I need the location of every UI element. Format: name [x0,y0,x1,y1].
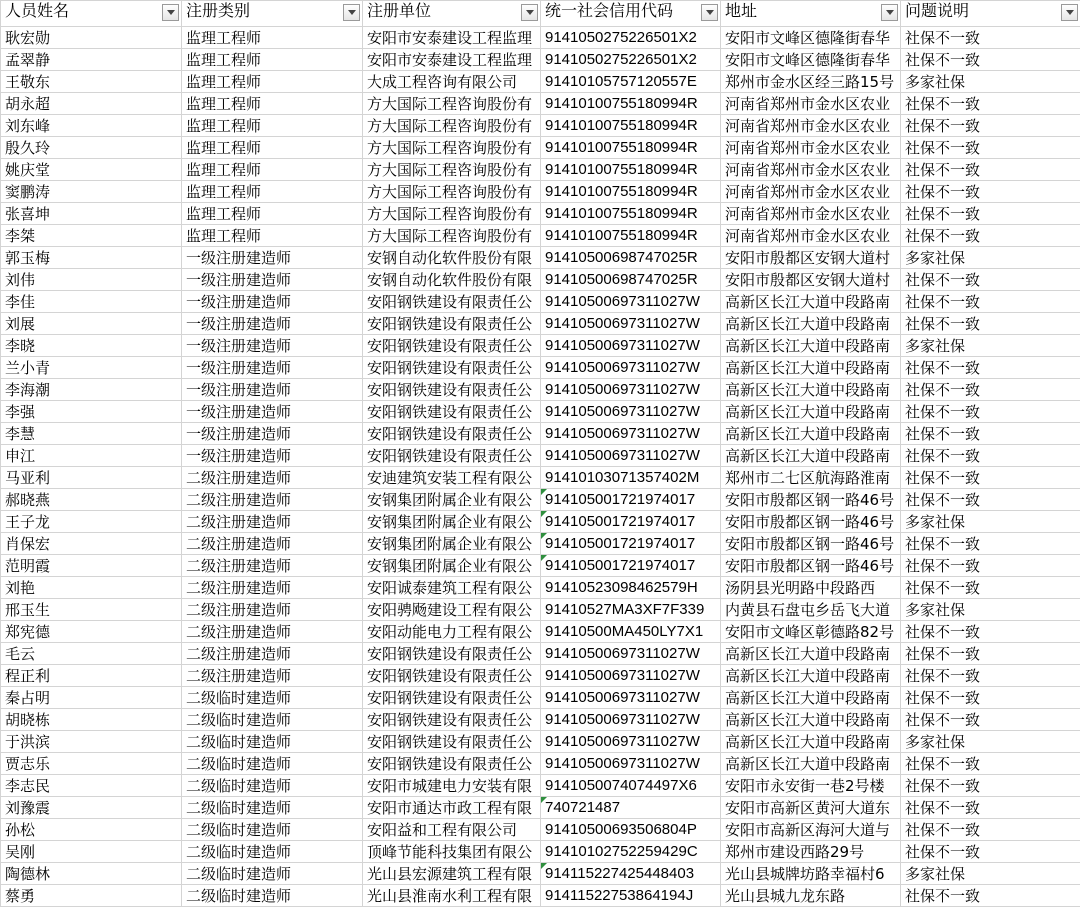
table-row [1,665,1080,687]
cell-name[interactable]: 郑宪德 [1,621,182,643]
cell-category[interactable]: 二级临时建造师 [182,709,363,731]
cell-issue[interactable]: 社保不一致 [901,49,1080,71]
cell-code[interactable]: 91410500697311027W [541,313,721,335]
cell-unit[interactable]: 方大国际工程咨询股份有 [363,225,541,247]
cell-category[interactable]: 一级注册建造师 [182,335,363,357]
table-row [1,291,1080,313]
cell-issue[interactable]: 社保不一致 [901,401,1080,423]
cell-address[interactable]: 高新区长江大道中段路南 [721,753,901,775]
cell-address[interactable]: 高新区长江大道中段路南 [721,291,901,313]
cell-issue[interactable]: 社保不一致 [901,357,1080,379]
cell-name[interactable]: 孟翠静 [1,49,182,71]
cell-unit[interactable]: 安阳钢铁建设有限责任公 [363,709,541,731]
table-row [1,841,1080,863]
filter-dropdown-icon[interactable] [1061,4,1078,21]
cell-address[interactable]: 高新区长江大道中段路南 [721,687,901,709]
cell-unit[interactable]: 安阳市通达市政工程有限 [363,797,541,819]
table-row [1,533,1080,555]
cell-name[interactable]: 姚庆堂 [1,159,182,181]
cell-name[interactable]: 秦占明 [1,687,182,709]
cell-code[interactable]: 91410500697311027W [541,731,721,753]
table-row [1,797,1080,819]
cell-code[interactable]: 914105001721974017 [541,511,721,533]
cell-category[interactable]: 一级注册建造师 [182,269,363,291]
cell-name[interactable]: 胡晓栋 [1,709,182,731]
cell-code[interactable]: 91410102752259429C [541,841,721,863]
cell-name[interactable]: 窦鹏涛 [1,181,182,203]
cell-name[interactable]: 李慧 [1,423,182,445]
cell-category[interactable]: 监理工程师 [182,115,363,137]
cell-category[interactable]: 监理工程师 [182,181,363,203]
cell-name[interactable]: 李佳 [1,291,182,313]
cell-category[interactable]: 二级临时建造师 [182,841,363,863]
cell-address[interactable]: 河南省郑州市金水区农业 [721,93,901,115]
cell-category[interactable]: 二级临时建造师 [182,819,363,841]
cell-address[interactable]: 安阳市文峰区德隆街春华 [721,27,901,49]
cell-address[interactable]: 高新区长江大道中段路南 [721,423,901,445]
cell-address[interactable]: 安阳市殷都区钢一路46号 [721,555,901,577]
cell-address[interactable]: 安阳市文峰区德隆街春华 [721,49,901,71]
cell-address[interactable]: 高新区长江大道中段路南 [721,401,901,423]
cell-name[interactable]: 程正利 [1,665,182,687]
cell-unit[interactable]: 安钢集团附属企业有限公 [363,533,541,555]
cell-address[interactable]: 高新区长江大道中段路南 [721,709,901,731]
table-row [1,49,1080,71]
table-row [1,819,1080,841]
header-row [1,1,1080,27]
cell-address[interactable]: 河南省郑州市金水区农业 [721,181,901,203]
cell-code[interactable]: 91410500697311027W [541,379,721,401]
cell-address[interactable]: 郑州市建设西路29号 [721,841,901,863]
cell-issue[interactable]: 多家社保 [901,247,1080,269]
table-row [1,181,1080,203]
cell-unit[interactable]: 安阳钢铁建设有限责任公 [363,753,541,775]
cell-category[interactable]: 监理工程师 [182,49,363,71]
cell-address[interactable]: 安阳市殷都区安钢大道村 [721,247,901,269]
cell-unit[interactable]: 方大国际工程咨询股份有 [363,137,541,159]
cell-unit[interactable]: 方大国际工程咨询股份有 [363,159,541,181]
cell-code[interactable]: 91410500MA450LY7X1 [541,621,721,643]
cell-category[interactable]: 二级注册建造师 [182,533,363,555]
cell-category[interactable]: 二级注册建造师 [182,555,363,577]
cell-code[interactable]: 91410105757120557E [541,71,721,93]
header-cell-unit[interactable]: 注册单位 [363,1,541,27]
cell-address[interactable]: 光山县城牌坊路幸福村6 [721,863,901,885]
cell-address[interactable]: 安阳市殷都区钢一路46号 [721,533,901,555]
cell-issue[interactable]: 社保不一致 [901,687,1080,709]
cell-category[interactable]: 二级注册建造师 [182,643,363,665]
cell-name[interactable]: 胡永超 [1,93,182,115]
cell-category[interactable]: 监理工程师 [182,203,363,225]
cell-issue[interactable]: 社保不一致 [901,753,1080,775]
cell-unit[interactable]: 光山县宏源建筑工程有限 [363,863,541,885]
cell-unit[interactable]: 安阳钢铁建设有限责任公 [363,687,541,709]
cell-address[interactable]: 高新区长江大道中段路南 [721,313,901,335]
cell-name[interactable]: 王敬东 [1,71,182,93]
cell-issue[interactable]: 社保不一致 [901,93,1080,115]
cell-category[interactable]: 二级临时建造师 [182,753,363,775]
cell-name[interactable]: 贾志乐 [1,753,182,775]
cell-issue[interactable]: 社保不一致 [901,489,1080,511]
cell-code[interactable]: 91410500697311027W [541,445,721,467]
cell-category[interactable]: 二级临时建造师 [182,797,363,819]
table-row [1,885,1080,907]
cell-unit[interactable]: 安阳市城建电力安装有限 [363,775,541,797]
cell-code[interactable]: 91410500693506804P [541,819,721,841]
cell-issue[interactable]: 社保不一致 [901,27,1080,49]
cell-unit[interactable]: 安钢集团附属企业有限公 [363,555,541,577]
cell-name[interactable]: 蔡勇 [1,885,182,907]
cell-unit[interactable]: 安迪建筑安装工程有限公 [363,467,541,489]
header-cell-name[interactable]: 人员姓名 [1,1,182,27]
cell-category[interactable]: 二级注册建造师 [182,665,363,687]
cell-issue[interactable]: 社保不一致 [901,775,1080,797]
cell-unit[interactable]: 光山县淮南水利工程有限 [363,885,541,907]
cell-address[interactable]: 内黄县石盘屯乡岳飞大道 [721,599,901,621]
cell-issue[interactable]: 社保不一致 [901,555,1080,577]
cell-name[interactable]: 李海潮 [1,379,182,401]
cell-unit[interactable]: 安阳钢铁建设有限责任公 [363,401,541,423]
cell-category[interactable]: 监理工程师 [182,225,363,247]
table-row [1,489,1080,511]
cell-unit[interactable]: 安阳钢铁建设有限责任公 [363,291,541,313]
cell-code[interactable]: 740721487 [541,797,721,819]
cell-category[interactable]: 一级注册建造师 [182,357,363,379]
header-cell-code[interactable]: 统一社会信用代码 [541,1,721,27]
table-row [1,621,1080,643]
cell-issue[interactable]: 社保不一致 [901,577,1080,599]
cell-issue[interactable]: 社保不一致 [901,379,1080,401]
cell-name[interactable]: 张喜坤 [1,203,182,225]
cell-category[interactable]: 二级注册建造师 [182,467,363,489]
cell-issue[interactable]: 社保不一致 [901,423,1080,445]
cell-category[interactable]: 一级注册建造师 [182,313,363,335]
cell-name[interactable]: 刘豫震 [1,797,182,819]
cell-unit[interactable]: 方大国际工程咨询股份有 [363,203,541,225]
filter-dropdown-icon[interactable] [701,4,718,21]
cell-address[interactable]: 安阳市高新区黄河大道东 [721,797,901,819]
cell-issue[interactable]: 社保不一致 [901,445,1080,467]
filter-dropdown-icon[interactable] [343,4,360,21]
cell-unit[interactable]: 安阳钢铁建设有限责任公 [363,379,541,401]
cell-address[interactable]: 高新区长江大道中段路南 [721,445,901,467]
cell-unit[interactable]: 安钢集团附属企业有限公 [363,511,541,533]
cell-issue[interactable]: 社保不一致 [901,115,1080,137]
table-row [1,753,1080,775]
cell-code[interactable]: 91410100755180994R [541,203,721,225]
cell-address[interactable]: 高新区长江大道中段路南 [721,665,901,687]
cell-address[interactable]: 郑州市金水区经三路15号 [721,71,901,93]
cell-code[interactable]: 914115227425448403 [541,863,721,885]
cell-name[interactable]: 郭玉梅 [1,247,182,269]
cell-address[interactable]: 高新区长江大道中段路南 [721,379,901,401]
cell-issue[interactable]: 多家社保 [901,511,1080,533]
cell-issue[interactable]: 社保不一致 [901,885,1080,907]
cell-address[interactable]: 安阳市文峰区彰德路82号 [721,621,901,643]
cell-unit[interactable]: 安钢自动化软件股份有限 [363,269,541,291]
cell-unit[interactable]: 安阳市安泰建设工程监理 [363,49,541,71]
cell-address[interactable]: 安阳市殷都区钢一路46号 [721,511,901,533]
cell-name[interactable]: 马亚利 [1,467,182,489]
cell-category[interactable]: 监理工程师 [182,71,363,93]
cell-address[interactable]: 安阳市高新区海河大道与 [721,819,901,841]
table-row [1,687,1080,709]
table-row [1,203,1080,225]
cell-issue[interactable]: 社保不一致 [901,819,1080,841]
table-row [1,555,1080,577]
table-row [1,467,1080,489]
cell-address[interactable]: 高新区长江大道中段路南 [721,731,901,753]
cell-issue[interactable]: 社保不一致 [901,467,1080,489]
cell-unit[interactable]: 安阳钢铁建设有限责任公 [363,313,541,335]
cell-unit[interactable]: 安阳益和工程有限公司 [363,819,541,841]
cell-code[interactable]: 91410103071357402M [541,467,721,489]
cell-code[interactable]: 914105027522650​1X2 [541,49,721,71]
table-row [1,93,1080,115]
cell-unit[interactable]: 方大国际工程咨询股份有 [363,115,541,137]
cell-code[interactable]: 914105001721974017 [541,533,721,555]
cell-code[interactable]: 91410527MA3XF7F339 [541,599,721,621]
table-row [1,379,1080,401]
cell-issue[interactable]: 社保不一致 [901,203,1080,225]
cell-address[interactable]: 高新区长江大道中段路南 [721,357,901,379]
header-cell-issue[interactable]: 问题说明 [901,1,1080,27]
table-row [1,27,1080,49]
cell-name[interactable]: 申江 [1,445,182,467]
table-row [1,731,1080,753]
cell-issue[interactable]: 社保不一致 [901,291,1080,313]
cell-category[interactable]: 监理工程师 [182,137,363,159]
cell-unit[interactable]: 安阳动能电力工程有限公 [363,621,541,643]
cell-address[interactable]: 汤阴县光明路中段路西 [721,577,901,599]
cell-name[interactable]: 李桀 [1,225,182,247]
cell-code[interactable]: 91410502752265​01X2 [541,27,721,49]
cell-name[interactable]: 殷久玲 [1,137,182,159]
table-row [1,511,1080,533]
cell-category[interactable]: 二级临时建造师 [182,731,363,753]
filter-dropdown-icon[interactable] [162,4,179,21]
table-row [1,225,1080,247]
cell-name[interactable]: 肖保宏 [1,533,182,555]
cell-code[interactable]: 91410500697311027W [541,687,721,709]
cell-issue[interactable]: 社保不一致 [901,643,1080,665]
cell-name[interactable]: 吴刚 [1,841,182,863]
cell-name[interactable]: 郝晓燕 [1,489,182,511]
cell-name[interactable]: 兰小青 [1,357,182,379]
cell-address[interactable]: 河南省郑州市金水区农业 [721,115,901,137]
cell-issue[interactable]: 社保不一致 [901,269,1080,291]
cell-unit[interactable]: 安阳钢铁建设有限责任公 [363,731,541,753]
cell-category[interactable]: 监理工程师 [182,159,363,181]
cell-name[interactable]: 邢玉生 [1,599,182,621]
table-row [1,599,1080,621]
cell-unit[interactable]: 安阳诚泰建筑工程有限公 [363,577,541,599]
cell-issue[interactable]: 多家社保 [901,71,1080,93]
cell-name[interactable]: 李晓 [1,335,182,357]
cell-unit[interactable]: 安钢自动化软件股份有限 [363,247,541,269]
table-body [1,27,1080,907]
cell-category[interactable]: 二级临时建造师 [182,885,363,907]
cell-unit[interactable]: 安阳骋飏建设工程有限公 [363,599,541,621]
table-row [1,137,1080,159]
cell-code[interactable]: 91410500697311027W [541,357,721,379]
header-cell-address[interactable]: 地址 [721,1,901,27]
cell-code[interactable]: 91410500698747025R [541,269,721,291]
cell-code[interactable]: 91410500698747025R [541,247,721,269]
table-row [1,577,1080,599]
cell-address[interactable]: 河南省郑州市金水区农业 [721,159,901,181]
table-row [1,775,1080,797]
table-row [1,445,1080,467]
cell-category[interactable]: 二级注册建造师 [182,599,363,621]
cell-code[interactable]: 91410100755180994R [541,93,721,115]
cell-unit[interactable]: 安阳钢铁建设有限责任公 [363,335,541,357]
table-row [1,115,1080,137]
cell-name[interactable]: 刘艳 [1,577,182,599]
cell-address[interactable]: 安阳市殷都区钢一路46号 [721,489,901,511]
cell-category[interactable]: 二级注册建造师 [182,511,363,533]
cell-name[interactable]: 李强 [1,401,182,423]
cell-name[interactable]: 刘伟 [1,269,182,291]
table-row [1,643,1080,665]
filter-dropdown-icon[interactable] [521,4,538,21]
cell-code[interactable]: 91411522753864194J [541,885,721,907]
cell-issue[interactable]: 社保不一致 [901,621,1080,643]
cell-unit[interactable]: 安阳钢铁建设有限责任公 [363,445,541,467]
cell-name[interactable]: 于洪滨 [1,731,182,753]
cell-category[interactable]: 二级注册建造师 [182,621,363,643]
cell-issue[interactable]: 多家社保 [901,731,1080,753]
cell-unit[interactable]: 安阳钢铁建设有限责任公 [363,643,541,665]
cell-code[interactable]: 91410500697311027W [541,401,721,423]
cell-category[interactable]: 监理工程师 [182,27,363,49]
cell-code[interactable]: 91410500697311027W [541,335,721,357]
cell-code[interactable]: 91410523098462579H [541,577,721,599]
cell-code[interactable]: 914105001721974017 [541,555,721,577]
cell-name[interactable]: 刘东峰 [1,115,182,137]
cell-issue[interactable]: 多家社保 [901,863,1080,885]
cell-issue[interactable]: 社保不一致 [901,225,1080,247]
cell-issue[interactable]: 多家社保 [901,599,1080,621]
cell-category[interactable]: 一级注册建造师 [182,445,363,467]
cell-unit[interactable]: 安阳市安泰建设工程监理 [363,27,541,49]
cell-unit[interactable]: 安阳钢铁建设有限责任公 [363,357,541,379]
cell-issue[interactable]: 社保不一致 [901,533,1080,555]
cell-category[interactable]: 一级注册建造师 [182,291,363,313]
cell-issue[interactable]: 社保不一致 [901,159,1080,181]
cell-issue[interactable]: 社保不一致 [901,313,1080,335]
cell-code[interactable]: 914105001721974017 [541,489,721,511]
cell-issue[interactable]: 社保不一致 [901,841,1080,863]
cell-unit[interactable]: 大成工程咨询有限公司 [363,71,541,93]
table-row [1,247,1080,269]
cell-issue[interactable]: 社保不一致 [901,137,1080,159]
cell-address[interactable]: 河南省郑州市金水区农业 [721,203,901,225]
cell-code[interactable]: 91410100755180994R [541,159,721,181]
cell-code[interactable]: 91410100755180994R [541,137,721,159]
cell-issue[interactable]: 多家社保 [901,335,1080,357]
cell-unit[interactable]: 安钢集团附属企业有限公 [363,489,541,511]
cell-code[interactable]: 91410500697311027W [541,423,721,445]
cell-name[interactable]: 范明霞 [1,555,182,577]
cell-category[interactable]: 一级注册建造师 [182,247,363,269]
cell-category[interactable]: 二级注册建造师 [182,577,363,599]
cell-code[interactable]: 91410100755180994R [541,225,721,247]
table-row [1,335,1080,357]
cell-address[interactable]: 安阳市殷都区安钢大道村 [721,269,901,291]
cell-category[interactable]: 一级注册建造师 [182,379,363,401]
cell-category[interactable]: 一级注册建造师 [182,401,363,423]
cell-code[interactable]: 91410500740744​97X6 [541,775,721,797]
cell-address[interactable]: 河南省郑州市金水区农业 [721,225,901,247]
cell-unit[interactable]: 方大国际工程咨询股份有 [363,93,541,115]
cell-name[interactable]: 王子龙 [1,511,182,533]
table-row [1,269,1080,291]
cell-category[interactable]: 监理工程师 [182,93,363,115]
cell-issue[interactable]: 社保不一致 [901,181,1080,203]
cell-category[interactable]: 二级注册建造师 [182,489,363,511]
table-row [1,357,1080,379]
cell-address[interactable]: 高新区长江大道中段路南 [721,643,901,665]
table-row [1,71,1080,93]
cell-issue[interactable]: 社保不一致 [901,709,1080,731]
filter-dropdown-icon[interactable] [881,4,898,21]
cell-name[interactable]: 耿宏勋 [1,27,182,49]
cell-address[interactable]: 高新区长江大道中段路南 [721,335,901,357]
cell-code[interactable]: 91410500697311027W [541,291,721,313]
cell-issue[interactable]: 社保不一致 [901,797,1080,819]
cell-unit[interactable]: 顶峰节能科技集团有限公 [363,841,541,863]
cell-name[interactable]: 毛云 [1,643,182,665]
table-row [1,709,1080,731]
table-row [1,423,1080,445]
cell-category[interactable]: 二级临时建造师 [182,863,363,885]
cell-code[interactable]: 91410500697311027W [541,709,721,731]
cell-name[interactable]: 刘展 [1,313,182,335]
cell-name[interactable]: 李志民 [1,775,182,797]
cell-unit[interactable]: 安阳钢铁建设有限责任公 [363,665,541,687]
cell-code[interactable]: 91410500697311027W [541,643,721,665]
cell-category[interactable]: 一级注册建造师 [182,423,363,445]
cell-address[interactable]: 河南省郑州市金水区农业 [721,137,901,159]
table-row [1,159,1080,181]
header-cell-category[interactable]: 注册类别 [182,1,363,27]
cell-address[interactable]: 光山县城九龙东路 [721,885,901,907]
cell-category[interactable]: 二级临时建造师 [182,775,363,797]
cell-code[interactable]: 91410100755180994R [541,181,721,203]
cell-code[interactable]: 91410500697311027W [541,665,721,687]
cell-issue[interactable]: 社保不一致 [901,665,1080,687]
table-row [1,313,1080,335]
cell-name[interactable]: 陶德林 [1,863,182,885]
table-row [1,401,1080,423]
cell-unit[interactable]: 安阳钢铁建设有限责任公 [363,423,541,445]
cell-code[interactable]: 91410100755180994R [541,115,721,137]
cell-name[interactable]: 孙松 [1,819,182,841]
cell-address[interactable]: 安阳市永安街一巷2号楼 [721,775,901,797]
cell-address[interactable]: 郑州市二七区航海路淮南 [721,467,901,489]
table-row [1,863,1080,885]
cell-unit[interactable]: 方大国际工程咨询股份有 [363,181,541,203]
cell-code[interactable]: 91410500697311027W [541,753,721,775]
cell-category[interactable]: 二级临时建造师 [182,687,363,709]
